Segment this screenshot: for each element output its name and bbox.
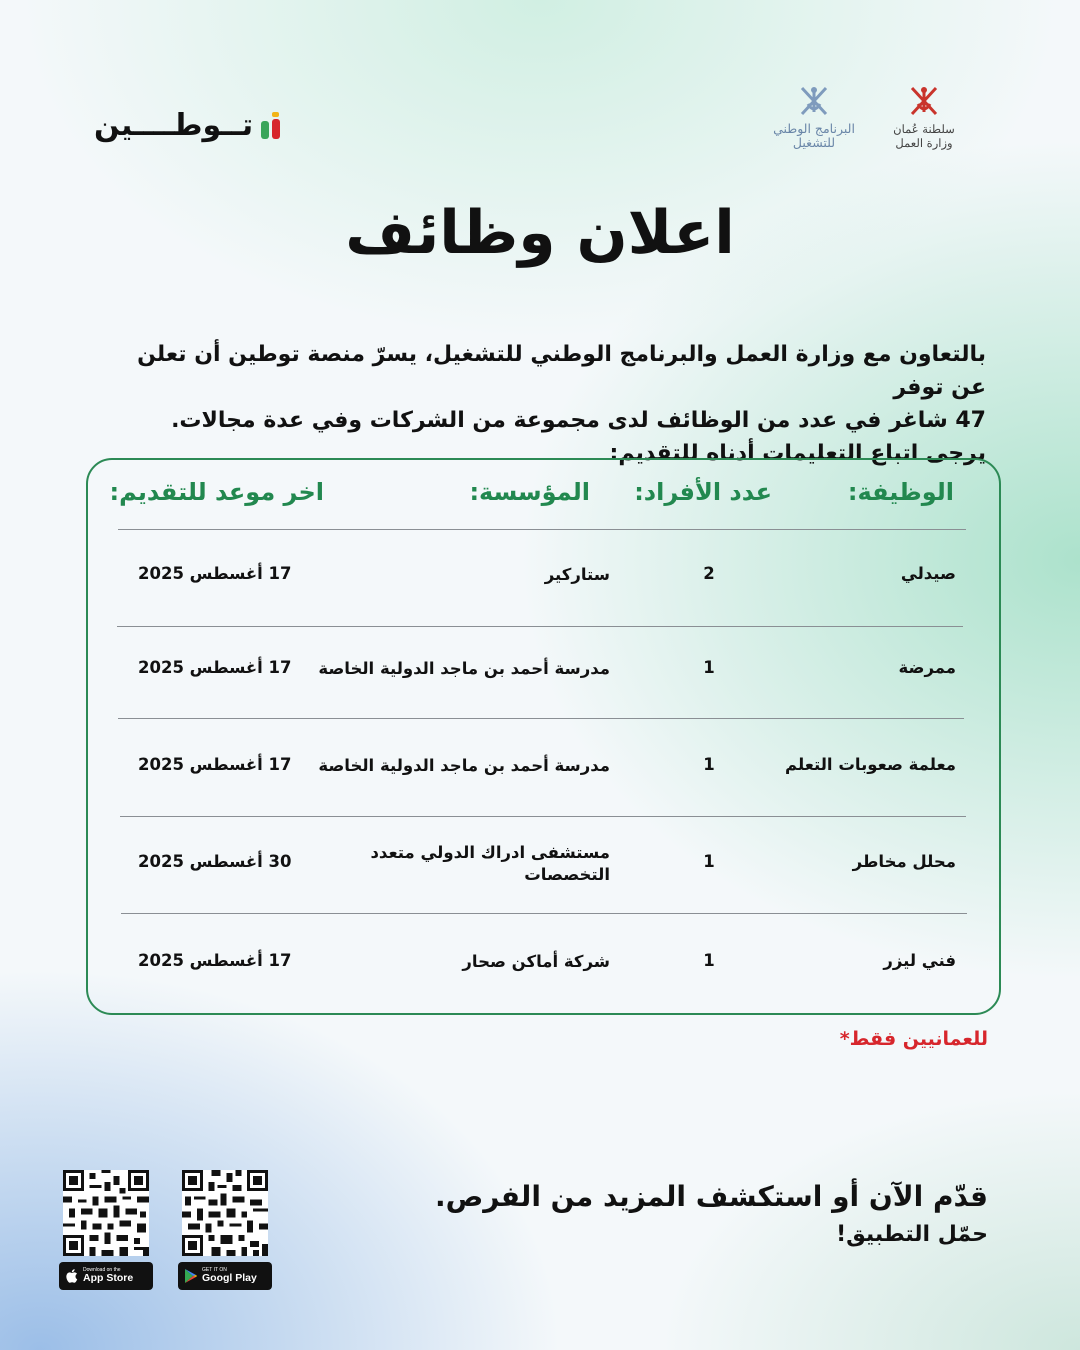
deadline: 17 أغسطس 2025 bbox=[138, 755, 292, 774]
tawteen-mark-icon bbox=[259, 111, 283, 141]
omanis-only-note: للعمانيين فقط* bbox=[839, 1028, 988, 1050]
qr-code-icon[interactable] bbox=[63, 1170, 149, 1256]
headcount: 1 bbox=[703, 755, 715, 774]
organization: مدرسة أحمد بن ماجد الدولية الخاصة bbox=[318, 756, 610, 775]
row-divider bbox=[118, 718, 964, 719]
google-play-icon bbox=[184, 1268, 198, 1284]
app-store-badge[interactable]: Download on the App Store bbox=[59, 1262, 153, 1290]
row-divider bbox=[117, 626, 963, 627]
row-divider bbox=[118, 529, 966, 530]
job-title: فني ليزر bbox=[883, 951, 956, 970]
deadline: 17 أغسطس 2025 bbox=[138, 951, 292, 970]
deadline: 30 أغسطس 2025 bbox=[138, 852, 292, 871]
headcount: 1 bbox=[703, 852, 715, 871]
oman-emblem-icon bbox=[904, 82, 944, 122]
headcount: 1 bbox=[703, 658, 715, 677]
apple-icon bbox=[65, 1268, 79, 1284]
intro-line: بالتعاون مع وزارة العمل والبرنامج الوطني للتشغيل، يسرّ منصة توطين أن تعلن عن توفر bbox=[137, 342, 986, 400]
job-title: محلل مخاطر bbox=[852, 852, 956, 871]
intro-text bbox=[132, 338, 986, 470]
header-job: الوظيفة: bbox=[847, 478, 954, 506]
national-employment-program-logo: البرنامج الوطني للتشغيل bbox=[766, 82, 862, 150]
header-organization: المؤسسة: bbox=[469, 478, 590, 506]
government-logos bbox=[766, 82, 972, 150]
cta-download-text: حمّل التطبيق! bbox=[836, 1222, 988, 1247]
row-divider bbox=[120, 816, 966, 817]
app-store-download[interactable] bbox=[58, 1170, 154, 1290]
headcount: 1 bbox=[703, 951, 715, 970]
intro-line: يرجى اتباع التعليمات أدناه للتقديم: bbox=[609, 441, 986, 466]
page-title: اعلان وظائف bbox=[345, 198, 735, 268]
jobs-table-card bbox=[86, 458, 1001, 1015]
tawteen-logo bbox=[94, 108, 283, 143]
deadline: 17 أغسطس 2025 bbox=[138, 564, 292, 583]
organization: شركة أماكن صحار bbox=[462, 952, 610, 971]
cta-headline: قدّم الآن أو استكشف المزيد من الفرص. bbox=[434, 1180, 988, 1213]
brand-name: تــوطــــين bbox=[94, 108, 254, 143]
intro-line: 47 شاغر في عدد من الوظائف لدى مجموعة من الشركات وفي عدة مجالات. bbox=[171, 408, 986, 433]
organization: مدرسة أحمد بن ماجد الدولية الخاصة bbox=[318, 659, 610, 678]
job-title: صيدلي bbox=[900, 564, 956, 583]
job-title: معلمة صعوبات التعلم bbox=[785, 755, 956, 774]
organization: ستاركير bbox=[544, 565, 610, 584]
header-count: عدد الأفراد: bbox=[634, 478, 772, 506]
header-deadline: اخر موعد للتقديم: bbox=[109, 478, 324, 506]
qr-code-icon[interactable] bbox=[182, 1170, 268, 1256]
job-title: ممرضة bbox=[898, 658, 956, 677]
headcount: 2 bbox=[703, 564, 715, 583]
ministry-of-labour-logo: سلطنة عُمان وزارة العمل bbox=[876, 82, 972, 150]
organization: مستشفى ادراك الدولي متعدد التخصصات bbox=[370, 843, 610, 884]
khanjar-emblem-icon bbox=[794, 82, 834, 122]
google-play-badge[interactable]: GET IT ON Googl Play bbox=[178, 1262, 272, 1290]
google-play-download[interactable] bbox=[177, 1170, 273, 1290]
row-divider bbox=[121, 913, 967, 914]
deadline: 17 أغسطس 2025 bbox=[138, 658, 292, 677]
